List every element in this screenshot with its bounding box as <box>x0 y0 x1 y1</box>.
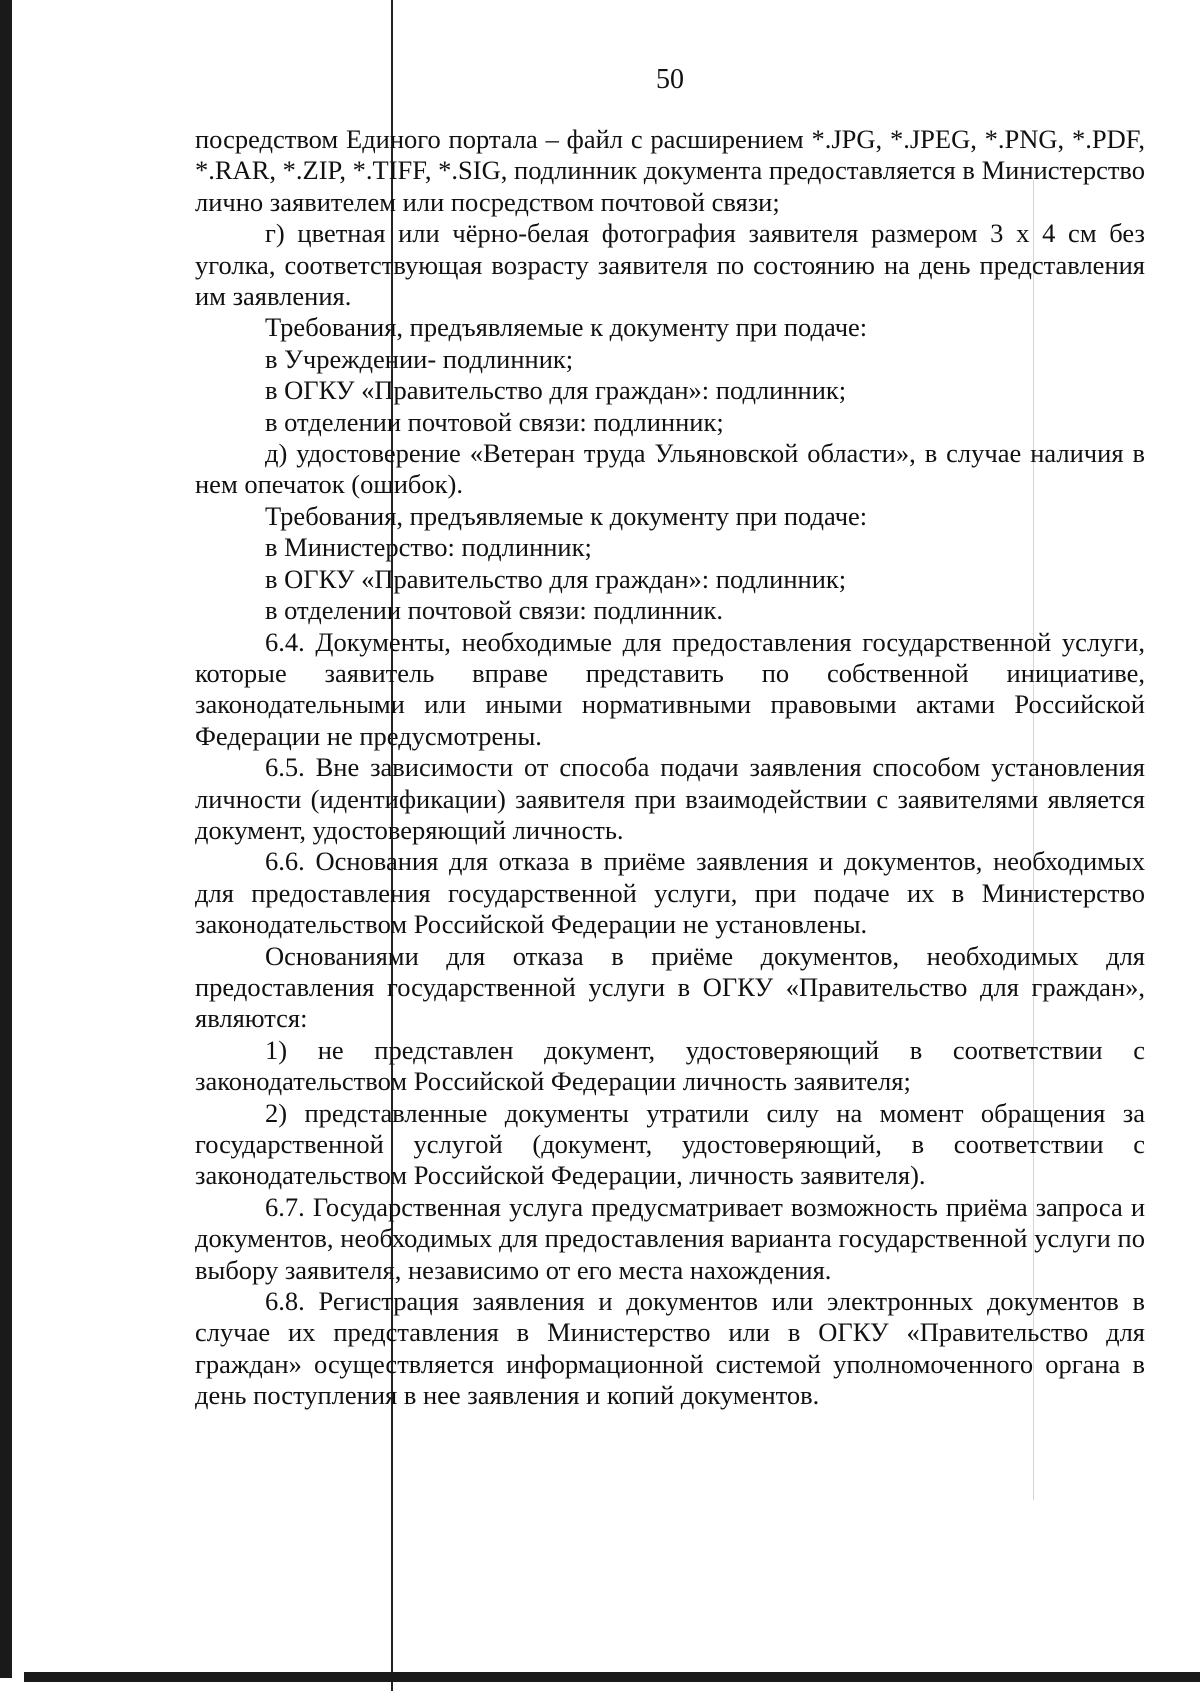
paragraph-6-5: 6.5. Вне зависимости от способа подачи заявления способом установления личности (идентификации) заявителя при взаимодействии с заявителями является документ, удостоверяющий личность. <box>195 752 1145 845</box>
paragraph-photo: г) цветная или чёрно-белая фотография заявителя размером 3 х 4 см без уголка, соответствующая возрасту заявителя по состоянию на день представления им заявления. <box>195 218 1145 312</box>
document-body <box>195 124 1145 1412</box>
paragraph-requirements: Требования, предъявляемые к документу при подаче: <box>265 312 868 343</box>
paragraph-post-office: в отделении почтовой связи: подлинник; <box>265 406 724 437</box>
paragraph-ground-2: 2) представленные документы утратили силу на момент обращения за государственной услугой (документ, удостоверяющий, в соответствии с законодательством Российской Федерации, личность заявителя). <box>195 1097 1145 1191</box>
paragraph-veteran-certificate: д) удостоверение «Ветеран труда Ульяновской области», в случае наличия в нем опечаток (ошибок). <box>195 438 1145 500</box>
paragraph-post-office-2: в отделении почтовой связи: подлинник. <box>265 595 723 626</box>
paragraph-ground-1: 1) не представлен документ, удостоверяющий в соответствии с законодательством Российской Федерации личность заявителя; <box>195 1034 1145 1097</box>
paragraph-6-6: 6.6. Основания для отказа в приёме заявления и документов, необходимых для предоставления государственной услуги, при подаче их в Министерство законодательством Российской Федерации не установлены. <box>195 846 1145 940</box>
paragraph-portal-files: посредством Единого портала – файл с расширением *.JPG, *.JPEG, *.PNG, *.PDF, *.RAR, *.ZIP, *.TIFF, *.SIG, подлинник документа предоставляется в Министерство лично заявителем или посредством почтовой связи; <box>195 124 1145 217</box>
page-number: 50 <box>656 64 684 95</box>
scan-edge-bottom <box>24 1672 1200 1682</box>
paragraph-requirements-2: Требования, предъявляемые к документу при подаче: <box>265 500 868 531</box>
paragraph-ministry: в Министерство: подлинник; <box>265 532 592 563</box>
paragraph-6-4: 6.4. Документы, необходимые для предоставления государственной услуги, которые заявитель вправе представить по собственной инициативе, законодательными или иными нормативными правовыми актами Российской Федерации не предусмотрены. <box>195 626 1145 751</box>
scan-edge-left <box>0 0 12 1678</box>
paragraph-ogku: в ОГКУ «Правительство для граждан»: подлинник; <box>265 375 847 406</box>
paragraph-6-8: 6.8. Регистрация заявления и документов или электронных документов в случае их представления в Министерство или в ОГКУ «Правительство для граждан» осуществляется информационной системой уполномоченного органа в день поступления в нее заявления и копий документов. <box>195 1286 1145 1411</box>
paragraph-ogku-2: в ОГКУ «Правительство для граждан»: подлинник; <box>265 563 847 594</box>
paragraph-6-7: 6.7. Государственная услуга предусматривает возможность приёма запроса и документов, необходимых для предоставления варианта государственной услуги по выбору заявителя, независимо от его места нахождения. <box>195 1191 1145 1285</box>
paragraph-refusal-grounds: Основаниями для отказа в приёме документов, необходимых для предоставления государственной услуги в ОГКУ «Правительство для граждан», являются: <box>195 940 1145 1034</box>
paragraph-institution: в Учреждении- подлинник; <box>265 343 574 374</box>
